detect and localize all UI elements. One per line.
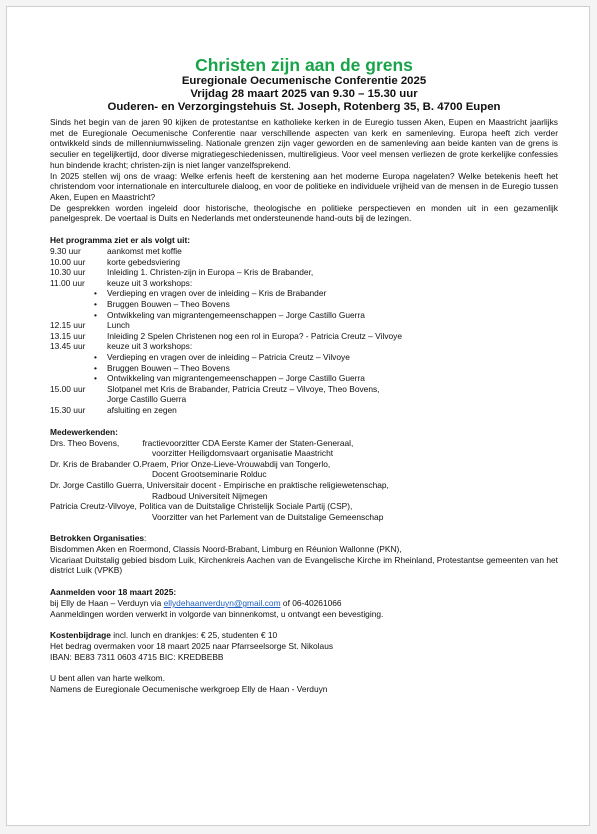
- organisaties-title-colon: :: [144, 533, 147, 544]
- program-row: [50, 257, 558, 268]
- bullet-icon: •: [94, 362, 97, 373]
- program-time: 15.30 uur: [50, 404, 86, 415]
- workshop-text: Verdieping en vragen over de inleiding – Patricia Creutz – Vilvoye: [107, 351, 350, 362]
- workshop-item: [50, 373, 558, 384]
- document-title: Christen zijn aan de grens: [195, 55, 413, 75]
- medewerker-detail: Radboud Universiteit Nijmegen: [152, 490, 268, 501]
- kosten-title: Kostenbijdrage: [50, 630, 111, 641]
- program-time: 13.45 uur: [50, 341, 86, 352]
- bullet-icon: •: [94, 299, 97, 309]
- program-row: [50, 246, 558, 257]
- program-row: [50, 405, 558, 416]
- program-row: [50, 341, 558, 352]
- program-time: 12.15 uur: [50, 320, 86, 331]
- subtitle-conference: Euregionale Oecumenische Conferentie 2025: [181, 75, 427, 87]
- medewerker-detail: voorzitter Heiligdomsvaart organisatie Maastricht: [152, 448, 334, 459]
- program-row: [50, 331, 558, 342]
- subtitle-date: Vrijdag 28 maart 2025 van 9.30 – 15.30 uur: [190, 88, 418, 100]
- organisaties-line: Vicariaat Duitstalig gebied bisdom Luik, Kirchenkreis Aachen van de Evangelische Kirche im Rheinland, Protestantse gemeenten van het district Luik (VPKB): [50, 554, 558, 576]
- program-text: Lunch: [107, 320, 130, 331]
- workshop-item: [50, 288, 558, 299]
- kosten-transfer: Het bedrag overmaken voor 18 maart 2025 naar Pfarrseelsorge St. Nikolaus: [50, 641, 334, 652]
- workshop-item: [50, 299, 558, 310]
- document-content: [50, 55, 558, 695]
- program-text: Slotpanel met Kris de Brabander, Patricia Creutz – Vilvoye, Theo Bovens,: [107, 383, 380, 394]
- organisaties-title-text: Betrokken Organisaties: [50, 533, 145, 544]
- program-row: [50, 384, 558, 395]
- program-time: 13.15 uur: [50, 330, 86, 341]
- medewerker-detail: Voorzitter van het Parlement van de Duitstalige Gemeenschap: [152, 511, 384, 522]
- intro-paragraph: Sinds het begin van de jaren 90 kijken de protestantse en katholieke kerken in de Euregio tussen Aken, Eupen en Maastricht jaarlijks met de Euregionale Oecumenische Conferentie naar verschillende aspecten van kerk en samenleving. Europa heeft zich verder ontwikkeld sinds de millenniumwisseling. Nationale grenzen zijn vager geworden en de samenleving aan beide kanten van de grens is seculier en tegelijkertijd, door diverse migratiegeschiedenissen, multireligieus. Voor veel mensen verliezen de grote kerkelijke confessies hun bindende kracht; christen-zijn is niet langer vanzelfsprekend.: [50, 117, 558, 170]
- kosten-text: incl. lunch en drankjes: € 25, studenten € 10: [110, 630, 278, 641]
- medewerker-line: Patricia Creutz-Vilvoye, Politica van de Duitstalige Christelijk Sociale Partij (CSP),: [50, 501, 353, 512]
- medewerker-line: Drs. Theo Bovens, fractievoorzitter CDA Eerste Kamer der Staten-Generaal,: [50, 437, 354, 448]
- workshop-item: [50, 310, 558, 321]
- workshop-text: Ontwikkeling van migrantengemeenschappen – Jorge Castillo Guerra: [107, 373, 365, 384]
- kosten-line: [50, 630, 558, 641]
- program-title: Het programma ziet er als volgt uit:: [50, 235, 191, 246]
- closing-welcome: U bent allen van harte welkom.: [50, 673, 165, 684]
- program-time: 10.30 uur: [50, 267, 86, 278]
- program-time: 9.30 uur: [50, 246, 81, 257]
- program-text: aankomst met koffie: [107, 246, 182, 257]
- bullet-icon: •: [94, 309, 97, 320]
- program-text: keuze uit 3 workshops:: [107, 277, 193, 288]
- organisaties-line: Bisdommen Aken en Roermond, Classis Noord-Brabant, Limburg en Réunion Wallonne (PKN),: [50, 544, 402, 555]
- workshop-text: Bruggen Bouwen – Theo Bovens: [107, 299, 230, 309]
- kosten-iban: IBAN: BE83 7311 0603 4715 BIC: KREDBEBB: [50, 651, 224, 662]
- program-continuation: Jorge Castillo Guerra: [107, 394, 187, 405]
- aanmelden-title: Aanmelden voor 18 maart 2025:: [50, 587, 177, 598]
- document-page: [6, 6, 590, 826]
- workshop-text: Ontwikkeling van migrantengemeenschappen – Jorge Castillo Guerra: [107, 309, 365, 320]
- program-time: 11.00 uur: [50, 277, 85, 288]
- workshop-text: Bruggen Bouwen – Theo Bovens: [107, 362, 230, 373]
- aanmelden-line: [50, 598, 558, 609]
- program-text: afsluiting en zegen: [107, 404, 177, 415]
- intro-paragraph: De gesprekken worden ingeleid door historische, theologische en politieke perspectieven en monden uit in een gezamenlijk panelgesprek. De voertaal is Duits en Nederlands met ondersteunende hand-outs bij de lezingen.: [50, 202, 558, 224]
- medewerker-line: Dr. Kris de Brabander O.Praem, Prior Onze-Lieve-Vrouwabdij van Tongerlo,: [50, 458, 331, 469]
- program-time: 15.00 uur: [50, 383, 86, 394]
- program-row: [50, 320, 558, 331]
- organisaties-title: [50, 533, 558, 544]
- bullet-icon: •: [94, 373, 97, 384]
- program-row: [50, 278, 558, 289]
- bullet-icon: •: [94, 351, 97, 362]
- program-list: [50, 246, 558, 416]
- workshop-item: [50, 352, 558, 363]
- email-link[interactable]: ellydehaanverduyn@gmail.com: [163, 598, 281, 609]
- closing-signature: Namens de Euregionale Oecumenische werkgroep Elly de Haan - Verduyn: [50, 684, 328, 695]
- subtitle-location: Ouderen- en Verzorgingstehuis St. Joseph, Rotenberg 35, B. 4700 Eupen: [107, 101, 501, 113]
- medewerker-line: Dr. Jorge Castillo Guerra, Universitair docent - Empirische en praktische religiewetenschap,: [50, 479, 389, 490]
- intro-text: [50, 117, 558, 224]
- medewerkenden-list: [50, 438, 558, 523]
- medewerker-detail: Docent Grootseminarie Rolduc: [152, 469, 267, 480]
- bullet-icon: •: [94, 288, 97, 299]
- program-text: Inleiding 1. Christen-zijn in Europa – Kris de Brabander,: [107, 267, 314, 278]
- program-text: korte gebedsviering: [107, 256, 181, 267]
- program-text: keuze uit 3 workshops:: [107, 341, 193, 352]
- intro-paragraph: In 2025 stellen wij ons de vraag: Welke erfenis heeft de kerstening aan het moderne Europa nagelaten? Welke betekenis heeft het christendom voor internationale en interculturele dialoog, en voor de politieke en individuele vrijheid van de mensen in de Euregio tussen Aken, Eupen en Maastricht?: [50, 170, 558, 202]
- program-text: Inleiding 2 Spelen Christenen nog een rol in Europa? - Patricia Creutz – Vilvoye: [107, 330, 403, 341]
- workshop-item: [50, 363, 558, 374]
- workshop-text: Verdieping en vragen over de inleiding – Kris de Brabander: [107, 288, 327, 299]
- program-time: 10.00 uur: [50, 256, 86, 267]
- aanmelden-pre: bij Elly de Haan – Verduyn via: [50, 598, 164, 609]
- aanmelden-post: of 06-40261066: [280, 598, 342, 609]
- medewerkenden-title: Medewerkenden:: [50, 426, 118, 437]
- aanmelden-note: Aanmeldingen worden verwerkt in volgorde van binnenkomst, u ontvangt een bevestiging.: [50, 608, 384, 619]
- program-row: [50, 267, 558, 278]
